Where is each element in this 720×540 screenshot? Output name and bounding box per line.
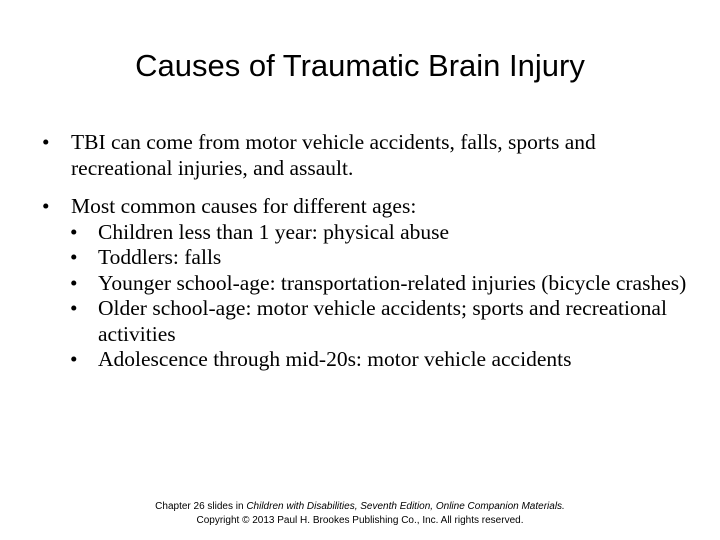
footer-book-title: Children with Disabilities, Seventh Edition, Online Companion Materials.	[246, 501, 565, 512]
sub-bullet-item	[30, 347, 690, 373]
bullet-item	[30, 130, 690, 181]
sub-bullet-text: Children less than 1 year: physical abuse	[98, 219, 450, 244]
bullet-icon: •	[70, 296, 78, 320]
slide-title: Causes of Traumatic Brain Injury	[135, 48, 585, 83]
sub-bullet-text: Toddlers: falls	[98, 245, 222, 269]
slide-footer	[0, 500, 720, 528]
sub-bullet-item	[30, 220, 690, 246]
bullet-icon: •	[70, 270, 78, 295]
bullet-item	[30, 194, 690, 220]
bullet-text: Most common causes for different ages:	[71, 194, 417, 218]
footer-source-prefix: Chapter 26 slides in	[155, 501, 247, 512]
bullet-icon: •	[70, 347, 78, 371]
sub-bullet-text: Younger school-age: transportation-related injuries (bicycle crashes)	[98, 270, 687, 295]
sub-bullet-text: Older school-age: motor vehicle accidents; sports and recreational activities	[98, 296, 667, 346]
sub-bullet-item	[30, 296, 690, 347]
footer-source-line	[0, 500, 720, 514]
slide-body	[30, 130, 690, 373]
bullet-icon: •	[70, 245, 78, 269]
sub-bullet-item	[30, 245, 690, 271]
footer-copyright: Copyright © 2013 Paul H. Brookes Publishing Co., Inc. All rights reserved.	[196, 515, 524, 526]
bullet-icon: •	[42, 130, 50, 154]
bullet-icon: •	[70, 219, 78, 244]
sub-bullet-item	[30, 271, 690, 297]
bullet-text: TBI can come from motor vehicle accidents, falls, sports and recreational injuries, and assault.	[71, 130, 596, 180]
bullet-icon: •	[42, 194, 50, 218]
sub-bullet-text: Adolescence through mid-20s: motor vehicle accidents	[98, 347, 572, 371]
